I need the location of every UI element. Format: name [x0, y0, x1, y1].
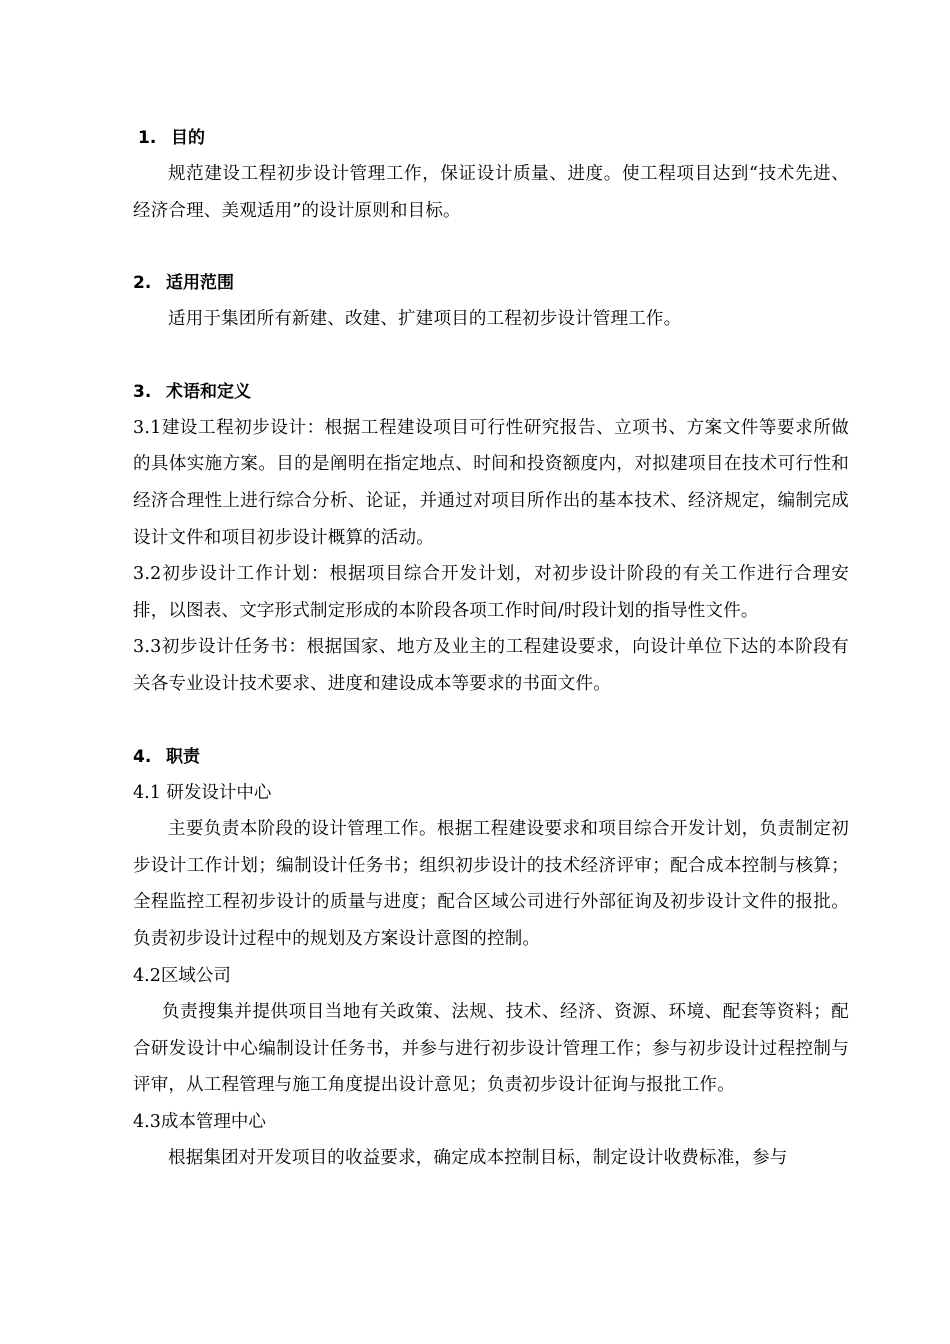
section-number: 4.	[133, 746, 152, 767]
section-2-heading	[133, 265, 849, 301]
spacer	[133, 703, 849, 739]
subsection-4-2-label: 4.2区域公司	[133, 965, 231, 986]
spacer	[133, 229, 849, 265]
definition-3-3: 3.3初步设计任务书：根据国家、地方及业主的工程建设要求，向设计单位下达的本阶段有关各专业设计技术要求、进度和建设成本等要求的书面文件。	[133, 637, 849, 694]
section-3-heading	[133, 374, 849, 410]
subsection-4-2-body: 负责搜集并提供项目当地有关政策、法规、技术、经济、资源、环境、配套等资料；配合研发设计中心编制设计任务书，并参与进行初步设计管理工作；参与初步设计过程控制与评审，从工程管理与施工角度提出设计意见；负责初步设计征询与报批工作。	[133, 1002, 849, 1096]
section-title: 适用范围	[166, 273, 234, 294]
definition-3-1: 3.1建设工程初步设计：根据工程建设项目可行性研究报告、立项书、方案文件等要求所做的具体实施方案。目的是阐明在指定地点、时间和投资额度内，对拟建项目在技术可行性和经济合理性上进行综合分析、论证，并通过对项目所作出的基本技术、经济规定，编制完成设计文件和项目初步设计概算的活动。	[133, 417, 849, 548]
subsection-4-3-label: 4.3成本管理中心	[133, 1111, 266, 1132]
section-1-heading	[133, 120, 849, 156]
section-1-body: 规范建设工程初步设计管理工作，保证设计质量、进度。使工程项目达到“技术先进、经济合理、美观适用”的设计原则和目标。	[133, 164, 849, 221]
section-title: 职责	[166, 746, 200, 767]
section-title: 术语和定义	[166, 381, 251, 402]
definition-3-2: 3.2初步设计工作计划：根据项目综合开发计划，对初步设计阶段的有关工作进行合理安排，以图表、文字形式制定形成的本阶段各项工作时间/时段计划的指导性文件。	[133, 564, 849, 621]
document-content	[133, 120, 849, 1177]
section-number: 1.	[138, 128, 157, 148]
section-number: 2.	[133, 273, 152, 294]
section-title: 目的	[171, 128, 205, 148]
section-4-heading	[133, 739, 849, 775]
section-number: 3.	[133, 381, 152, 402]
subsection-4-3-body: 根据集团对开发项目的收益要求，确定成本控制目标，制定设计收费标准，参与	[168, 1148, 788, 1169]
subsection-4-1-body: 主要负责本阶段的设计管理工作。根据工程建设要求和项目综合开发计划，负责制定初步设计工作计划；编制设计任务书；组织初步设计的技术经济评审；配合成本控制与核算；全程监控工程初步设计的质量与进度；配合区域公司进行外部征询及初步设计文件的报批。负责初步设计过程中的规划及方案设计意图的控制。	[133, 819, 849, 949]
subsection-4-1-label: 4.1 研发设计中心	[133, 782, 272, 803]
spacer	[133, 338, 849, 374]
section-2-body: 适用于集团所有新建、改建、扩建项目的工程初步设计管理工作。	[168, 309, 682, 330]
